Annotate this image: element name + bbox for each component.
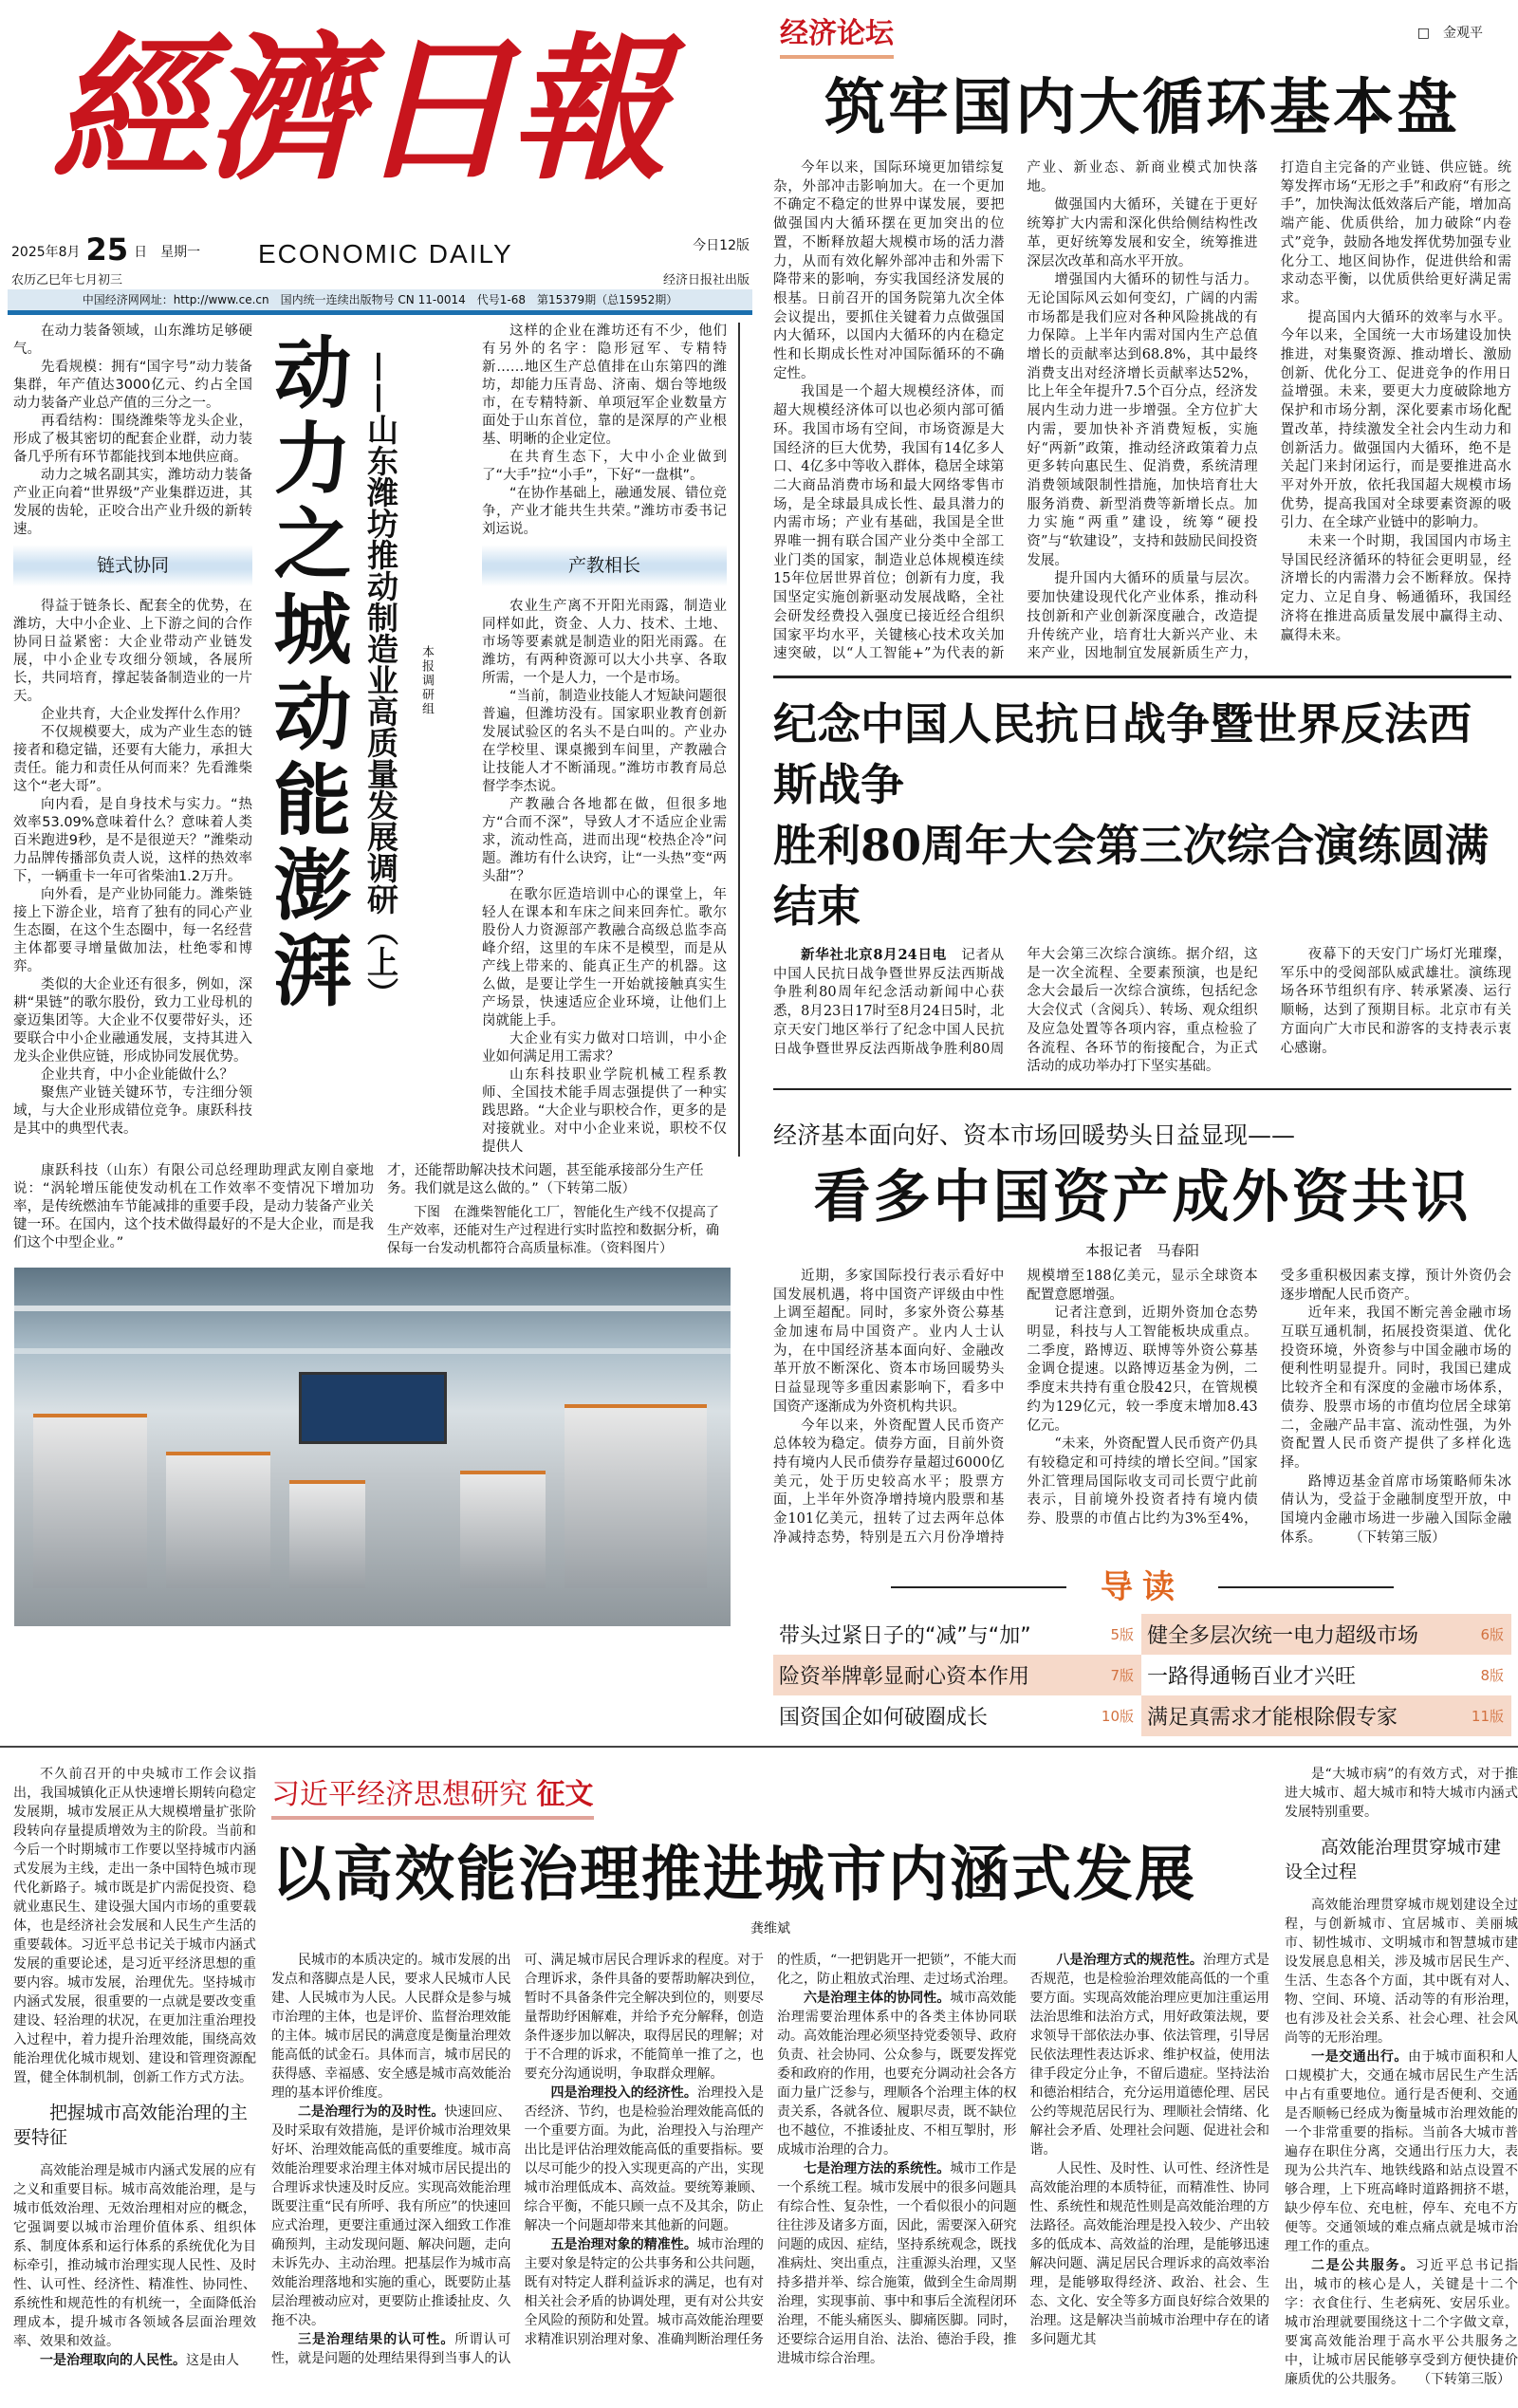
- forum-body: [773, 159, 1511, 664]
- paragraph: 记者注意到，近期外资加仓态势明显，科技与人工智能板块成重点。二季度，路博迈、联博等外资公募基金调仓提速。以路博迈基金为例，二季度末共持有重仓股42只，在管规模约为129亿元，较一季度末增加8.43亿元。: [1027, 1306, 1258, 1434]
- paragraph: 康跃科技（山东）有限公司总经理助理武友刚自豪地说：“涡轮增压能使发动机在工作效率不变情况下增加功率，是传统燃油车节能减排的重要手段，是动力装备产业关键一环。在国内，这个技术做得最好的不是大企业，而是我们这个中型企业。”: [13, 1163, 374, 1250]
- date-prefix: 2025年8月: [11, 245, 81, 260]
- guide-item-page: 8版: [1480, 1667, 1504, 1685]
- city-article: [0, 1748, 1518, 2408]
- lead-story: [0, 318, 759, 1157]
- rally-headline-line2: 胜利80周年大会第三次综合演练圆满结束: [773, 819, 1490, 932]
- paragraph: [777, 2159, 1017, 2368]
- section-heading: 产教相长: [482, 545, 727, 586]
- paragraph: 不仅规模要大，成为产业生态的链接者和稳定锚，还要有大能力，承担大责任。能力和责任从何而来？先看潍柴这个“老大哥”。: [13, 725, 252, 794]
- paragraph-text: 治理方式是否规范，也是检验治理效能高低的一个重要方面。实现高效能治理应更加注重运用法治思维和法治方式，用好政策法规，要求领导干部依法办事、依法管理，引导居民依法理性表达诉求、维护权益，使用法律手段定分止争，不留后遗症。坚持法治和德治相结合，充分运用道德伦理、居民公约等规范居民行为、理顺社会情绪、化解社会矛盾、处理社会问题、促进社会和谐。: [1029, 1953, 1270, 2158]
- ceiling-beam: [14, 1348, 731, 1354]
- paragraph: 在歌尔匠造培训中心的课堂上，年轻人在课本和车床之间来回奔忙。歌尔股份人力资源部产教融合高级总监李高峰介绍，这里的车床不是模型，而是从产线上带来的、能真正生产的机器。这么做，是要让学生一开始就接触真实生产场景，快速适应企业环境，让他们上岗就能上手。: [482, 887, 727, 1028]
- assets-body: [773, 1268, 1511, 1548]
- paragraph: 民城市的本质决定的。城市发展的出发点和落脚点是人民，要求人民城市人民建、人民城市为人民。人民群众是参与城市治理的主体，也是评价、监督治理效能的主体。城市居民的满意度是衡量治理效能高低的试金石。具体而言，城市居民的获得感、幸福感、安全感是城市高效能治理的基本评价维度。: [271, 1953, 511, 2102]
- machine: [33, 1414, 147, 1588]
- paragraph-lead: 一是治理取向的人民性。: [40, 2353, 186, 2369]
- paragraph-text: 城市治理的主要对象是特定的公共事务和公共问题，既有对特定人群利益诉求的满足，也有对相关社会矛盾的协调处理，更有对公共安全风险的预防和处置。城市高效能治理要求精准识别治理对象、准确判断治理任务的性质，“一把钥匙开一把锁”，不能大而化之，防止粗放式治理、走过场式治理。: [524, 1953, 1017, 2348]
- lead-story-subtitle: ——山东潍坊推动制造业高质量发展调研（上）: [362, 351, 399, 1009]
- paragraph-lead: 二是公共服务。: [1311, 2258, 1416, 2274]
- paragraph-lead: 三是治理结果的认可性。: [298, 2332, 455, 2348]
- paragraph-lead: 五是治理对象的精准性。: [550, 2237, 697, 2253]
- paragraph-text: 由于城市面积和人口规模扩大，交通在城市居民生产生活中占有重要地位。通行是否便利、交通是否顺畅已经成为衡量城市治理效能的一个非常重要的指标。当前各大城市普遍存在职住分离，交通出行压力大，表现为公共汽车、地铁线路和站点设置不够合理，上下班高峰时道路拥挤不堪，缺少停车位、充电桩，停车、充电不方便等。交通领域的难点痛点就是城市治理工作的重点。: [1285, 2049, 1518, 2255]
- paragraph: [1030, 1951, 1270, 2159]
- paragraph: 未来一个时期，我国国内市场主导国民经济循环的特征会更明显，经济增长的内需潜力会不断释放。保持定力、立足自身、畅通循环，我国经济将在推进高质量发展中赢得主动、赢得未来。: [1280, 534, 1511, 643]
- guide-item[interactable]: [1141, 1614, 1511, 1655]
- paragraph: 路博迈基金首席市场策略师朱冰倩认为，受益于金融制度型开放，中国境内金融市场进一步融入国际金融体系。 （下转第三版）: [1280, 1473, 1511, 1546]
- paragraph-text: 所谓认可性，就是问题的处理结果得到当事人的认可、满足城市居民合理诉求的程度。对于合理诉求，条件具备的要帮助解决到位，暂时不具备条件完全解决到位的，则要尽量帮助纾困解难，并给予充分解释，创造条件逐步加以解决，取得居民的理解；对于不合理的诉求，不能简单一推了之，也要充分沟通说明，争取群众理解。: [271, 1953, 764, 2367]
- essay-banner: [271, 1770, 594, 1820]
- paragraph: 先看规模：拥有“国字号”动力装备集群，年产值达3000亿元、约占全国动力装备产业总产值的三分之一。: [13, 360, 252, 411]
- paragraph-lead: 新华社北京8月24日电: [801, 946, 947, 963]
- guide-item-label: 国资国企如何破圈成长: [779, 1706, 989, 1731]
- paragraph: 向外看，是产业协同能力。潍柴链接上下游企业，培育了独有的同心产业生态圈，在这个生态圈中，每一名经营主体都要寻增量做加法，杜绝零和博弈。: [13, 887, 252, 974]
- section-heading: 链式协同: [13, 545, 252, 586]
- banner-strong: 征文: [536, 1778, 594, 1812]
- guide-item-page: 10版: [1101, 1708, 1134, 1726]
- english-name: ECONOMIC DAILY: [258, 239, 513, 269]
- paragraph-text: 城市工作是一个系统工程。城市发展中的很多问题具有综合性、复杂性，一个看似很小的问题往往涉及诸多方面，因此，需要深入研究问题的成因、症结，坚持系统观念，既找准病灶、突出重点，注重源头治理，又坚持多措并举、综合施策，做到全生命周期治理，实现事前、事中和事后全流程闭环治理，不能头痛医头、脚痛医脚。同时，还要综合运用自治、法治、德治手段，推进城市综合治理。: [777, 2161, 1017, 2367]
- factory-photo[interactable]: [14, 1268, 731, 1626]
- guide-item-page: 11版: [1471, 1708, 1504, 1726]
- paragraph-text: 快速回应、及时采取有效措施，是评价城市治理效果好坏、治理效能高低的重要维度。城市高效能治理要求治理主体对城市居民提出的合理诉求快速及时反应。实现高效能治理既要注重“民有所呼、我有所应”的快速回应式治理，更要注重通过深入细致工作准确预判，主动发现问题、解决问题，走向未诉先办、主动治理。把基层作为城市高效能治理落地和实施的重心，既要防止基层治理被动应对，更要防止推诿扯皮、久拖不决。: [271, 2104, 511, 2329]
- paragraph: 夜幕下的天安门广场灯光璀璨，军乐中的受阅部队威武雄壮。演练现场各环节组织有序、转承紧凑、运行顺畅，达到了预期目标。北京市有关方面向广大市民和游客的支持表示衷心感谢。: [1280, 946, 1511, 1056]
- caption-label: 下图: [414, 1205, 440, 1220]
- lead-story-wide-paragraph: [13, 1162, 374, 1252]
- continuation-text: 才，还能帮助解决技术问题，甚至能承接部分生产任务。我们就是这么做的。”: [387, 1163, 704, 1196]
- machine: [166, 1452, 270, 1588]
- guide-item[interactable]: [1141, 1695, 1511, 1736]
- paragraph: 企业共育，大企业发挥什么作用？: [41, 707, 248, 722]
- caption-text: 在潍柴智能化工厂，智能化生产线不仅提高了生产效率，还能对生产过程进行实时监控和数据分析，确保每一台发动机都符合高质量标准。: [387, 1205, 719, 1256]
- pages-today: 今日12版: [693, 238, 750, 253]
- paragraph-lead: 七是治理方法的系统性。: [804, 2161, 951, 2177]
- paragraph: 再看结构：围绕潍柴等龙头企业，形成了极其密切的配套企业群，动力装备几乎所有环节都能找到本地供应商。: [13, 414, 252, 465]
- paragraph-text: 记者从中国人民抗日战争暨世界反法西斯战争胜利80周年纪念活动新闻中心获悉，8月23日17时至8月24日5时，北京天安门地区举行了纪念中国人民抗日战争暨世界反法西斯战争胜利80周年大会第三次综合演练。据介绍，这是一次全流程、全要素预演，也是纪念大会最后一次综合演练，包括纪念大会仪式（含阅兵）、转场、观众组织及应急处置等各项内容，重点检验了各流程、各环节的衔接配合，为正式活动的成功举办打下坚实基础。: [773, 946, 1258, 1075]
- paragraph: 企业共育，中小企业能做什么？: [41, 1067, 233, 1083]
- right-pane: [773, 0, 1511, 1736]
- paragraph-lead: 六是治理主体的协同性。: [804, 1991, 951, 2007]
- paragraph: 我国是一个超大规模经济体，而超大规模经济体可以也必须内部可循环。我国市场有空间，市场资源是大国经济的巨大优势，我国有14亿多人口、4亿多中等收入群体，稳居全球第二大商品消费市场和最大网络零售市场，是全球最具成长性、最具潜力的内需市场；产业有基础，我国是全世界唯一拥有联合国产业分类中全部工业门类的国家，制造业总体规模连续15年位居世界首位；创新有力度，我国坚定实施创新驱动发展战略，全社会研发经费投入强度已接近经合组织国家平均水平，关键核心技术攻关加速突破，以“人工智能+”为代表的新产业、新业态、新商业模式加快落地。: [773, 160, 1258, 662]
- assets-byline: 本报记者 马春阳: [1084, 1241, 1199, 1259]
- forum-headline[interactable]: 筑牢国内大循环基本盘: [824, 73, 1460, 143]
- paragraph: 近期，多家国际投行表示看好中国发展机遇，将中国资产评级由中性上调至超配。同时，多家外资公募基金加速布局中国资产。业内人士认为，在中国经济基本面向好、金融改革开放不断深化、资本市场回暖势头日益显现等多重因素影响下，看多中国资产逐渐成为外资机构共识。: [773, 1268, 1005, 1415]
- banner-text: 习近平经济思想研究: [271, 1778, 528, 1812]
- rally-headline[interactable]: [773, 694, 1511, 936]
- section-rule: [773, 1088, 1511, 1090]
- city-author: 龚维斌: [750, 1921, 790, 1937]
- paragraph: [1285, 2047, 1518, 2256]
- lead-story-byline: 本报调研组: [419, 645, 434, 716]
- city-right-column: [1285, 1765, 1518, 2389]
- paragraph: 做强国内大循环，关键在于更好统筹扩大内需和深化供给侧结构性改革，更好统筹发展和安全，统筹推进深层次改革和高水平开放。: [1027, 197, 1258, 269]
- guide-item-label: 一路得通畅百业才兴旺: [1147, 1665, 1357, 1690]
- left-pane: [0, 0, 759, 1626]
- guide-item[interactable]: [773, 1695, 1141, 1736]
- paragraph: 得益于链条长、配套全的优势，在潍坊，大中小企业、上下游之间的合作协同日益紧密：大企业带动产业链发展，中小企业专攻细分领域，各展所长，共同培育，撑起装备制造业的一片天。: [13, 599, 252, 704]
- lead-story-continuation-block: [387, 1162, 731, 1258]
- paragraph-lead: 一是交通出行。: [1311, 2049, 1408, 2065]
- issue-date: [11, 232, 200, 268]
- date-day: 25: [85, 232, 129, 268]
- publisher: 经济日报社出版: [662, 273, 750, 287]
- paragraph-lead: 二是治理行为的及时性。: [298, 2104, 445, 2121]
- machine: [565, 1404, 707, 1588]
- paragraph: 在共育生态下，大中小企业做到了“大手”拉“小手”，下好“一盘棋”。: [482, 450, 727, 483]
- masthead: [0, 0, 759, 318]
- paragraph: 高效能治理贯穿城市规划建设全过程，与创新城市、宜居城市、美丽城市、韧性城市、文明城市和智慧城市建设发展息息相关，涉及城市居民生产、生活、生态各个方面，其中既有对人、物、空间、环境、活动等的有形治理，也有涉及社会关系、社会心理、社会风尚等的无形治理。: [1285, 1898, 1518, 2047]
- paragraph: [525, 2084, 765, 2235]
- guide-item-page: 5版: [1110, 1626, 1134, 1644]
- paragraph: 向内看，是自身技术与实力。“热效率53.09%意味着什么？意味着人类百米跑进9秒，是不是很逆天？”潍柴动力品牌传播部负责人说，这样的热效率下，一辆重卡一年可省柴油1.2万升。: [13, 797, 252, 884]
- rally-body: [773, 946, 1511, 1077]
- paragraph: 人民性、及时性、认可性、经济性是高效能治理的本质特征，而精准性、协同性、系统性和规范性则是高效能治理的方法路径。高效能治理是投入较少、产出较多的低成本、高效益的治理，是能够迅速解决问题、满足居民合理诉求的高效率治理，是能够取得经济、政治、社会、生态、文化、安全等多方面良好综合效果的治理。这是解决当前城市治理中存在的诸多问题尤其: [1029, 2161, 1269, 2348]
- paragraph: 提高国内大循环的效率与水平。今年以来，全国统一大市场建设加快推进，对集聚资源、推动增长、激励创新、优化分工、促进竞争的作用日益增强。未来，要更大力度破除地方保护和市场分割，深化要素市场化配置改革，持续激发全社会内生动力和创新活力。做强国内大循环，绝不是关起门来封闭运行，而是要推进高水平对外开放，依托我国超大规模市场优势，提高我国对全球要素资源的吸引力、在全球产业链中的影响力。: [1280, 309, 1511, 531]
- section-heading: 把握城市高效能治理的主要特征: [13, 2102, 249, 2149]
- photo-caption: [387, 1204, 731, 1258]
- guide-item-label: 健全多层次统一电力超级市场: [1147, 1624, 1419, 1649]
- paragraph: 今年以来，外资配置人民币资产总体较为稳定。债券方面，目前外资持有境内人民币债券存量超过6000亿美元，处于历史较高水平；股票方面，上半年外资净增持境内股票和基金101亿美元，扭转了过去两年总体净减持态势，特别是五六月份净增持规模增至188亿美元，显示全球资本配置意愿增强。: [773, 1268, 1258, 1546]
- paragraph-lead: 八是治理方式的规范性。: [1056, 1953, 1203, 1969]
- lead-story-title-area: [252, 323, 471, 1015]
- guide-header: [773, 1566, 1511, 1608]
- monitor-screen: [299, 1372, 447, 1444]
- paragraph-text: 这是由人: [186, 2353, 239, 2369]
- paragraph: 大企业有实力做对口培训，中小企业如何满足用工需求？: [482, 1031, 727, 1065]
- paragraph: 这样的企业在潍坊还有不少，他们有另外的名字：隐形冠军、专精特新……地区生产总值排在山东第四的潍坊，却能力压青岛、济南、烟台等地级市，在专精特新、单项冠军企业数量方面处于山东首位，靠的是深厚的产业根基、明晰的企业定位。: [482, 324, 727, 447]
- paragraph: 增强国内大循环的韧性与活力。无论国际风云如何变幻，广阔的内需市场都是我们应对各种风险挑战的有力保障。上半年内需对国内生产总值增长的贡献率达到68.8%，其中最终消费支出对经济增长贡献率达52%，比上年全年提升7.5个百分点，经济发展内生动力进一步增强。全方位扩大内需，要加快补齐消费短板，实施好“两新”政策，推动经济政策着力点更多转向惠民生、促消费，系统清理消费领域限制性措施，加快培育壮大服务消费、新型消费等新增长点。加力实施“两重”建设，统筹“硬投资”与“软建设”，支持和鼓励民间投资发展。: [1027, 272, 1258, 568]
- paragraph: 高效能治理是城市内涵式发展的应有之义和重要目标。城市高效能治理，是与城市低效治理、无效治理相对应的概念，它强调要以城市治理价值体系、组织体系、制度体系和运行体系的系统优化为目标牵引，推动城市治理实现人民性、及时性、认可性、经济性、精准性、协同性、系统性和规范性的有机统一，全面降低治理成本，提升城市各领域各层面治理效率、效果和效益。: [13, 2163, 256, 2350]
- paragraph: 类似的大企业还有很多，例如，深耕“果链”的歌尔股份，致力工业母机的豪迈集团等。大企业不仅要带好头，还要联合中小企业融通发展，支持其进入龙头企业供应链，形成协同发展优势。: [13, 977, 252, 1065]
- city-body: [271, 1951, 1269, 2368]
- lead-story-left-column: [13, 323, 252, 1139]
- paragraph: 产教融合各地都在做，但很多地方“合而不深”，导致人才不适应企业需求，流动性高，进而出现“校热企冷”问题。潍坊有什么诀窍，让“一头热”变“两头甜”？: [482, 797, 727, 884]
- lead-story-bottom: [0, 1157, 759, 1258]
- guide-item-label: 带头过紧日子的“减”与“加”: [779, 1624, 1031, 1649]
- guide-item-page: 6版: [1480, 1626, 1504, 1644]
- paragraph: 今年以来，国际环境更加错综复杂，外部冲击影响加大。在一个更加不确定不稳定的世界中谋发展，要把做强国内大循环摆在更加突出的位置，不断释放超大规模市场的活力潜力，从而有效化解外部冲击和外需下降带来的影响，夯实我国经济发展的根基。日前召开的国务院第九次全体会议提出，要抓住关键着力点做强国内大循环，以国内大循环的内在稳定性和长期成长性对冲国际循环的不确定性。: [773, 160, 1005, 381]
- assets-kicker: 经济基本面向好、资本市场回暖势头日益显现——: [773, 1121, 1296, 1149]
- paragraph: 提升国内大循环的质量与层次。要加快建设现代化产业体系，推动科技创新和产业创新深度融合，改造提升传统产业，培育壮大新兴产业、未来产业，因地制宜发展新质生产力，打造自主完备的产业链、供应链。统筹发挥市场“无形之手”和政府“有形之手”，加快淘汰低效落后产能，增加高端产能、优质供给，加力破除“内卷式”竞争，鼓励各地发挥优势加强专业化分工、地区间协作，促进供给和需求动态平衡，以优质供给更好满足需求。: [1027, 160, 1511, 662]
- lead-story-right-column: [482, 323, 740, 1157]
- machine: [460, 1471, 546, 1588]
- photo-credit: （资料图片）: [600, 1241, 673, 1256]
- newspaper-logo: 經濟日報: [52, 17, 663, 201]
- city-left-column: [13, 1765, 256, 2389]
- publication-info-bar: 中国经济网网址：http://www.ce.cn 国内统一连续出版物号 CN 11-0014 代号1-68 第15379期（总15952期）: [8, 289, 752, 315]
- guide-item[interactable]: [1141, 1655, 1511, 1695]
- paragraph: 聚焦产业链关键环节，专注细分领域，与大企业形成错位竞争。康跃科技是其中的典型代表。: [13, 1085, 252, 1137]
- section-tag: 经济论坛: [780, 9, 894, 59]
- paragraph: 动力之城名副其实，潍坊动力装备产业正向着“世界级”产业集群迈进，其发展的齿轮，正咬合出产业升级的新转速。: [13, 468, 252, 537]
- ceiling-beam: [14, 1306, 731, 1311]
- section-heading: 高效能治理贯穿城市建设全过程: [1285, 1837, 1502, 1883]
- lunar-date: 农历乙巳年七月初三: [11, 273, 123, 287]
- city-headline[interactable]: 以高效能治理推进城市内涵式发展: [271, 1840, 1196, 1910]
- paragraph: [1285, 2256, 1518, 2389]
- paragraph: 近年来，我国不断完善金融市场互联互通机制，拓展投资渠道、优化投资环境，外资参与中国金融市场的便利性明显提升。同时，我国已建成比较齐全和有深度的金融市场体系，债券、股票市场的市值均位居全球第二，金融产品丰富、流动性强，为外资配置人民币资产提供了多样化选择。: [1280, 1306, 1511, 1471]
- city-main: [271, 1765, 1269, 2389]
- guide-title: 导读: [1101, 1568, 1184, 1607]
- paragraph: [13, 2351, 256, 2370]
- paragraph: “未来，外资配置人民币资产仍具有较稳定和可持续的增长空间。”国家外汇管理局国际收支司司长贾宁此前表示，目前境外投资者持有境内债券、股票的市值占比约为3%至4%，受多重积极因素支撑，预计外资仍会逐步增配人民币资产。: [1027, 1268, 1511, 1528]
- date-suffix: 日 星期一: [134, 245, 201, 260]
- paragraph: 是“大城市病”的有效方式，对于推进大城市、超大城市和特大城市内涵式发展特别重要。: [1285, 1767, 1518, 1821]
- paragraph: 在动力装备领域，山东潍坊足够硬气。: [13, 324, 252, 357]
- continued-page-link[interactable]: （下转第二版）: [546, 1181, 637, 1196]
- assets-headline[interactable]: 看多中国资产成外资共识: [813, 1163, 1472, 1231]
- paragraph-text: 治理投入是否经济、节约，也是检验治理效能高低的一个重要方面。为此，治理投入与治理产出比是评估治理效能高低的重要指标。要以尽可能少的投入实现更高的产出，实现城市治理低成本、高效益。要统筹兼顾、综合平衡，不能只顾一点不及其余，防止解决一个问题却带来其他新的问题。: [524, 2085, 765, 2234]
- paragraph-lead: 四是治理投入的经济性。: [550, 2085, 697, 2102]
- paragraph: 不久前召开的中央城市工作会议指出，我国城镇化正从快速增长期转向稳定发展期，城市发展正从大规模增量扩张阶段转向存量提质增效为主的阶段。当前和今后一个时期城市工作要以坚持城市内涵式发展为主线，走出一条中国特色城市现代化新路子。城市既是扩内需促投资、稳就业惠民生、建设强大国内市场的重要载体，也是经济社会发展和人民生产生活的重要载体。习近平总书记关于城市内涵式发展的重要论述，是习近平经济思想的重要内容。城市发展，治理优先。坚持城市内涵式发展，很重要的一点就是要改变重建设、轻治理的状况，在更加注重治理投入过程中，着力提升治理效能，围绕高效能治理优化城市规划、建设和管理资源配置，健全体制机制，创新工作方式方法。: [13, 1767, 256, 2086]
- paragraph: 山东科技职业学院机械工程系教师、全国技术能手周志强提供了一种实践思路。“大企业与职校合作，更多的是对接就业。对中小企业来说，职校不仅提供人: [482, 1067, 727, 1155]
- paragraph: “当前，制造业技能人才短缺问题很普遍，但潍坊没有。国家职业教育创新发展试验区的名头不是白叫的。产业办在学校里、课桌搬到车间里，产教融合让技能人才不断涌现。”潍坊市教育局总督学李杰说。: [482, 689, 727, 794]
- paragraph-text: 习近平总书记指出，城市的核心是人，关键是十二个字：衣食住行、生老病死、安居乐业。城市治理就要围绕这十二个字做文章，要寓高效能治理于高水平公共服务之中，让城市居民能够享受到方便快捷价廉质优的公共服务。 （下转第三版）: [1285, 2258, 1518, 2388]
- rally-headline-line1: 纪念中国人民抗日战争暨世界反法西斯战争: [773, 697, 1472, 810]
- paragraph: [271, 2102, 511, 2330]
- paragraph: [773, 946, 1258, 1077]
- guide-item-label: 险资举牌彰显耐心资本作用: [779, 1665, 1030, 1690]
- guide-item-page: 7版: [1110, 1667, 1134, 1685]
- forum-header: [773, 9, 1511, 59]
- guide-list: [773, 1614, 1511, 1736]
- paragraph-text: 城市高效能治理需要治理体系中的各类主体协同联动。高效能治理必须坚持党委领导、政府负责、社会协同、公众参与，既要发挥党委和政府的作用，也要充分调动社会各方面力量广泛参与，理顺各个治理主体的权责关系，各就各位、履职尽责，既不缺位也不越位，不推诿扯皮、不相互掣肘，形成城市治理的合力。: [777, 1991, 1017, 2158]
- paragraph: 农业生产离不开阳光雨露，制造业同样如此，资金、人力、技术、土地、市场等要素就是制造业的阳光雨露。在潍坊，有两种资源可以大小共享、各取所需，一个是人力，一个是市场。: [482, 599, 727, 686]
- machine: [289, 1480, 365, 1588]
- lead-story-title[interactable]: 动力之城动能澎湃: [261, 332, 351, 1015]
- guide-item-label: 满足真需求才能根除假专家: [1147, 1706, 1398, 1731]
- guide-item[interactable]: [773, 1655, 1141, 1695]
- guide-rule-right: [1218, 1586, 1394, 1588]
- forum-author: □ 金观平: [1416, 26, 1483, 41]
- paragraph: [777, 1989, 1017, 2159]
- guide-rule-left: [891, 1586, 1066, 1588]
- lead-story-continuation: [387, 1162, 731, 1198]
- guide-item[interactable]: [773, 1614, 1141, 1655]
- section-rule: [773, 676, 1511, 678]
- paragraph: “在协作基础上，融通发展、错位竞争，产业才能共生共荣。”潍坊市委书记刘运说。: [482, 486, 727, 537]
